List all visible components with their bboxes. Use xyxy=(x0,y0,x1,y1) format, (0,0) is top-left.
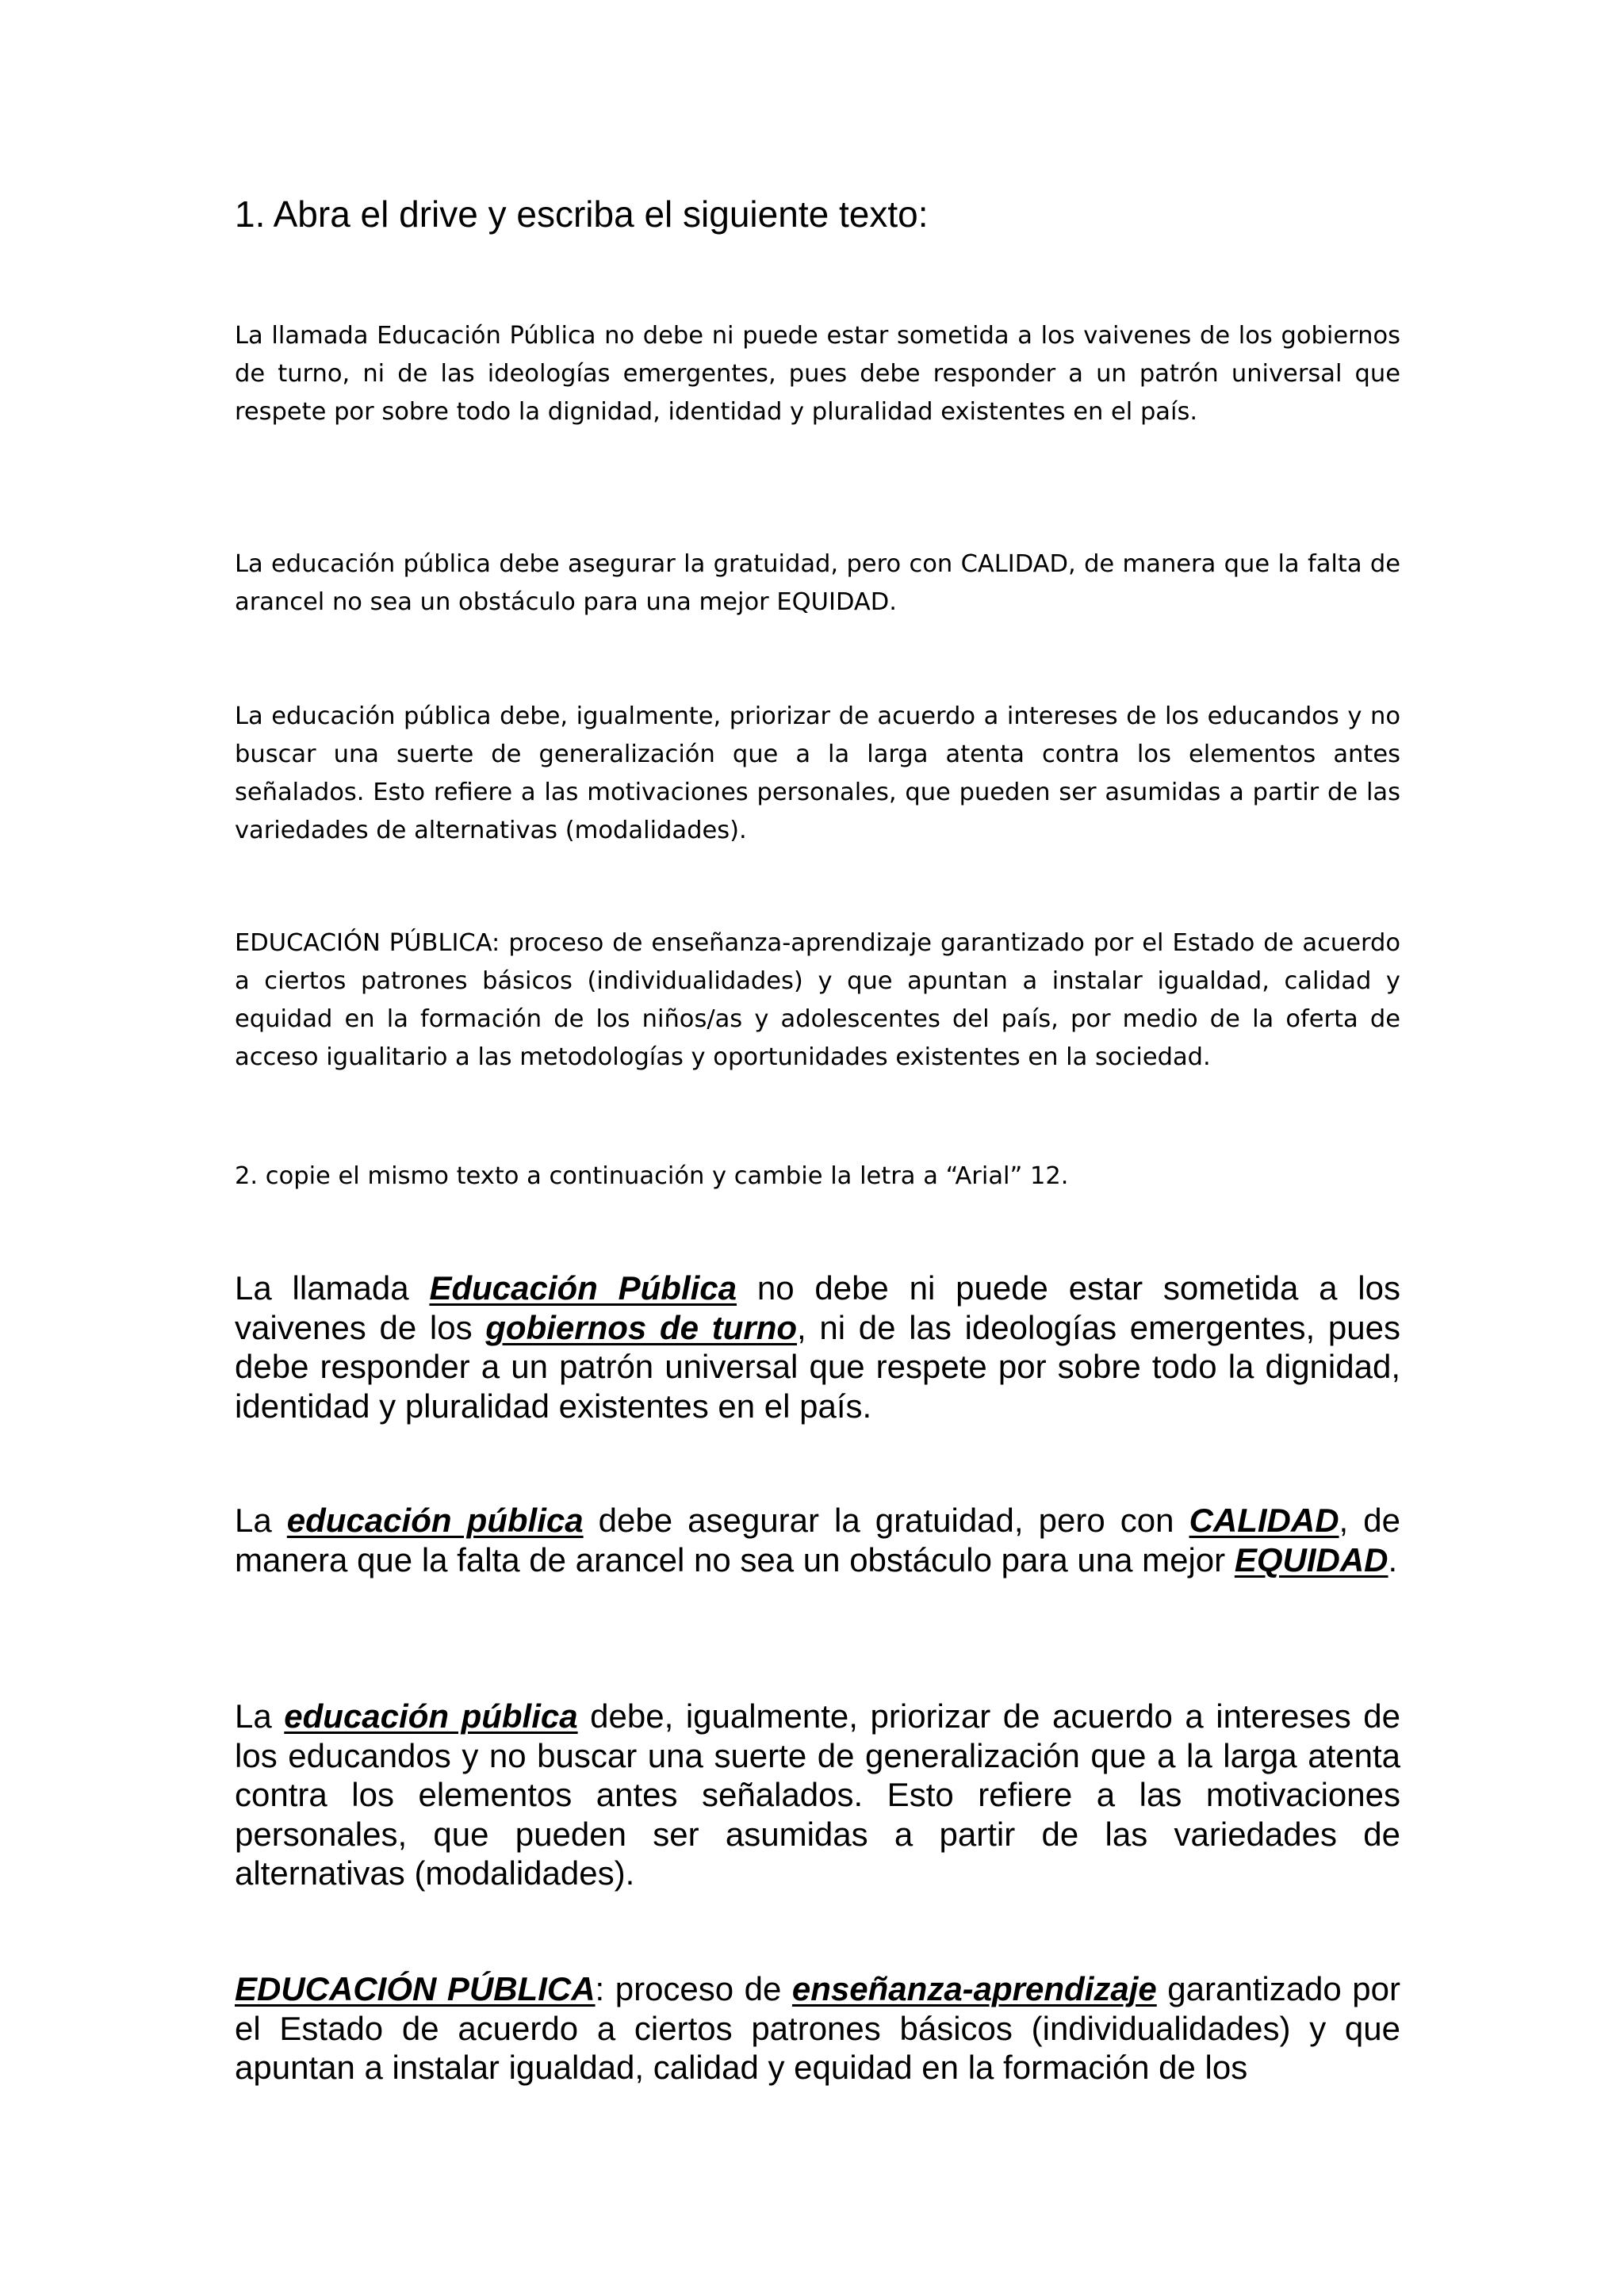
highlight-ensenanza-aprendizaje: enseñanza-aprendizaje xyxy=(791,1970,1157,2007)
highlight-educacion-publica: Educación Pública xyxy=(429,1269,737,1307)
paragraph-comic-1: La llamada Educación Pública no debe ni puede estar sometida a los vaivenes de los gobiernos de turno, ni de las ideologías emergentes, pues debe responder a un patrón universal que respete por sobre todo la dignidad, identidad y pluralidad existentes en el país. xyxy=(235,322,1400,426)
highlight-educacion-publica: educación pública xyxy=(284,1697,578,1735)
paragraph-arial-4 xyxy=(235,1969,1400,2087)
instruction-2: 2. copie el mismo texto a continuación y cambie la letra a “Arial” 12. xyxy=(235,1162,1069,1190)
text-run: debe, igualmente, priorizar de acuerdo a intereses de los educandos y no buscar una suerte de generalización que a la larga atenta contra los elementos antes señalados. Esto refiere a las motivaciones personales, que pueden ser asumidas a partir de las variedades de alternativas (modalidades). xyxy=(235,1697,1400,1892)
paragraph-arial-2 xyxy=(235,1501,1400,1579)
text-run: : proceso de xyxy=(595,1970,792,2007)
paragraph-arial-1 xyxy=(235,1269,1400,1425)
text-run: La xyxy=(235,1502,287,1539)
highlight-gobiernos-de-turno: gobiernos de turno xyxy=(485,1308,798,1346)
highlight-equidad: EQUIDAD xyxy=(1234,1540,1388,1578)
paragraph-arial-3 xyxy=(235,1697,1400,1893)
text-run: , ni de las ideologías emergentes, pues debe responder a un patrón universal que respete por sobre todo la dignidad, identidad y pluralidad existentes en el país. xyxy=(235,1308,1401,1425)
text-run: La llamada xyxy=(235,1269,430,1307)
paragraph-comic-4: EDUCACIÓN PÚBLICA: proceso de enseñanza-aprendizaje garantizado por el Estado de acuerdo a ciertos patrones básicos (individualidades) y que apuntan a instalar igualdad, calidad y equidad en la formación de los niños/as y adolescentes del país, por medio de la oferta de acceso igualitario a las metodologías y oportunidades existentes en la sociedad. xyxy=(235,929,1400,1071)
text-run: debe asegurar la gratuidad, pero con xyxy=(583,1502,1189,1539)
highlight-calidad: CALIDAD xyxy=(1189,1502,1339,1539)
text-run: no debe ni puede estar sometida a los vaivenes de los xyxy=(235,1269,1400,1346)
paragraph-comic-2: La educación pública debe asegurar la gratuidad, pero con CALIDAD, de manera que la falta de arancel no sea un obstáculo para una mejor EQUIDAD. xyxy=(235,550,1400,616)
text-run: garantizado por el Estado de acuerdo a ciertos patrones básicos (individualidades) y que apuntan a instalar igualdad, calidad y equidad en la formación de los xyxy=(235,1970,1400,2086)
paragraph-comic-3: La educación pública debe, igualmente, priorizar de acuerdo a intereses de los educandos y no buscar una suerte de generalización que a la larga atenta contra los elementos antes señalados. Esto refiere a las motivaciones personales, que pueden ser asumidas a partir de las variedades de alternativas (modalidades). xyxy=(235,702,1400,844)
text-run: La xyxy=(235,1697,285,1735)
highlight-educacion-publica: educación pública xyxy=(286,1502,584,1539)
instruction-heading: 1. Abra el drive y escriba el siguiente texto: xyxy=(235,193,929,235)
text-run: , de manera que la falta de arancel no sea un obstáculo para una mejor xyxy=(235,1502,1400,1578)
highlight-educacion-publica-caps: EDUCACIÓN PÚBLICA xyxy=(235,1970,596,2007)
text-run: . xyxy=(1388,1540,1398,1578)
